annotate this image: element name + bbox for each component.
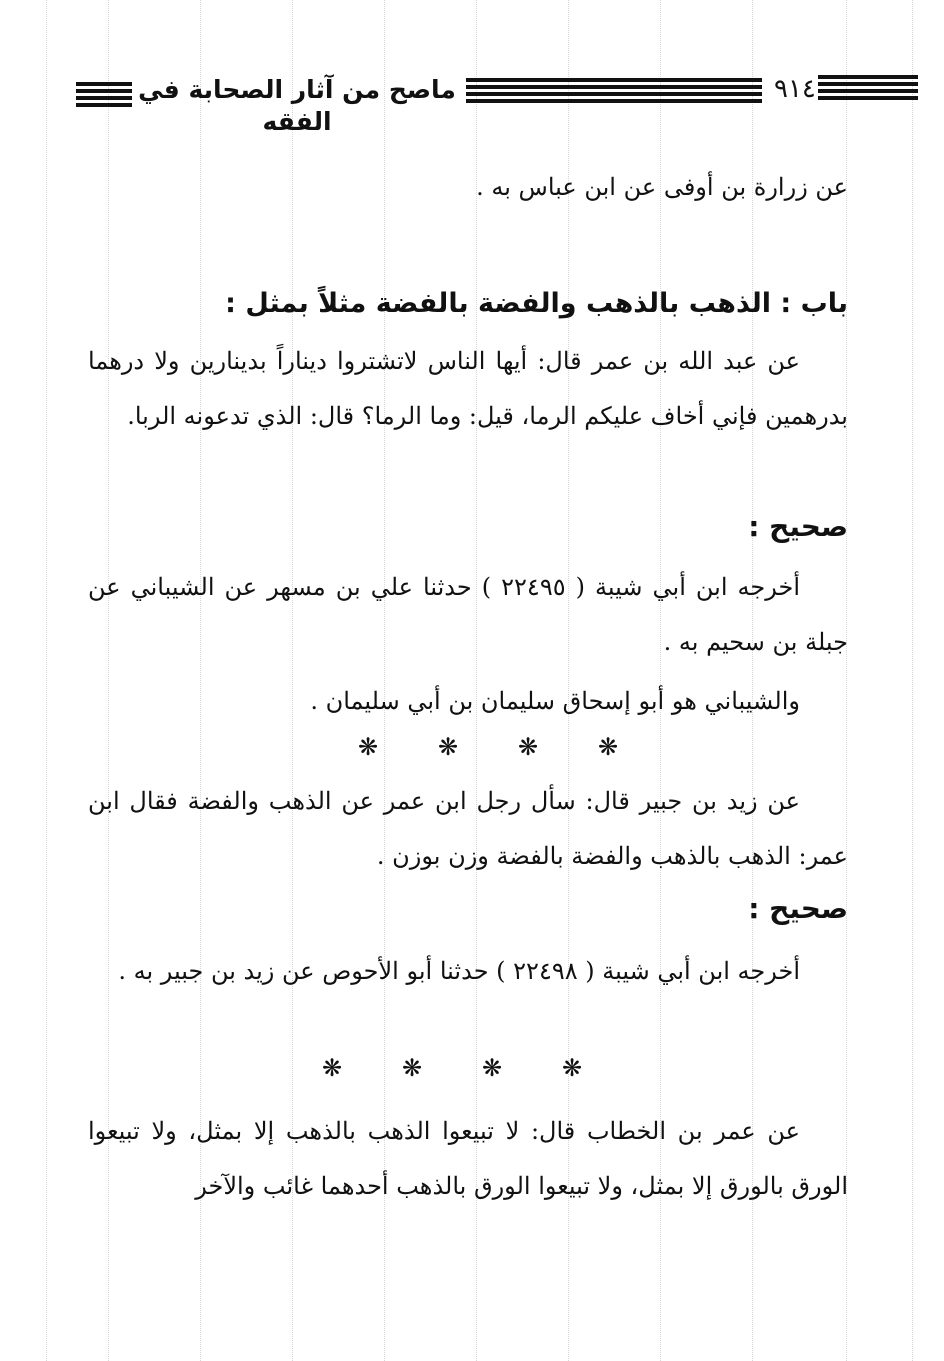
grading-2: صحيح : — [748, 892, 848, 925]
star-ornament-icon: ❋ — [321, 1054, 343, 1082]
running-title: ماصح من آثار الصحابة في الفقه — [138, 75, 456, 136]
page-number: ٩١٤ — [774, 74, 816, 104]
separator-1 — [328, 733, 648, 761]
grading-1: صحيح : — [748, 510, 848, 543]
narration-2: عن زيد بن جبير قال: سأل رجل ابن عمر عن الذهب والفضة فقال ابن عمر: الذهب بالذهب والفضة بالفضة وزن بوزن . — [88, 787, 848, 870]
star-ornament-icon: ❋ — [517, 733, 539, 761]
source-2: أخرجه ابن أبي شيبة ( ٢٢٤٩٨ ) حدثنا أبو الأحوص عن زيد بن جبير به . — [118, 957, 800, 985]
star-ornament-icon: ❋ — [401, 1054, 423, 1082]
star-ornament-icon: ❋ — [597, 733, 619, 761]
header-rule-left — [76, 82, 132, 110]
note-1: والشيباني هو أبو إسحاق سليمان بن أبي سليمان . — [310, 687, 800, 715]
chapter-heading: باب : الذهب بالذهب والفضة بالفضة مثلاً بمثل : — [225, 288, 848, 319]
page-header — [70, 68, 850, 136]
narration-3: عن عمر بن الخطاب قال: لا تبيعوا الذهب بالذهب إلا بمثل، ولا تبيعوا الورق بالورق إلا بمثل، ولا تبيعوا الورق بالذهب أحدهما غائب والآخر — [88, 1117, 848, 1200]
header-rule-middle — [466, 78, 762, 106]
header-rule-right — [818, 75, 918, 103]
separator-2 — [292, 1054, 612, 1082]
star-ornament-icon: ❋ — [437, 733, 459, 761]
narration-1: عن عبد الله بن عمر قال: أيها الناس لاتشتروا ديناراً بدينارين ولا درهما بدرهمين فإني أخاف عليكم الرما، قيل: وما الرما؟ قال: الذي تدعونه الربا. — [88, 347, 848, 430]
star-ornament-icon: ❋ — [481, 1054, 503, 1082]
source-1: أخرجه ابن أبي شيبة ( ٢٢٤٩٥ ) حدثنا علي بن مسهر عن الشيباني عن جبلة بن سحيم به . — [88, 573, 848, 656]
star-ornament-icon: ❋ — [561, 1054, 583, 1082]
star-ornament-icon: ❋ — [357, 733, 379, 761]
intro-line: عن زرارة بن أوفى عن ابن عباس به . — [476, 173, 848, 201]
